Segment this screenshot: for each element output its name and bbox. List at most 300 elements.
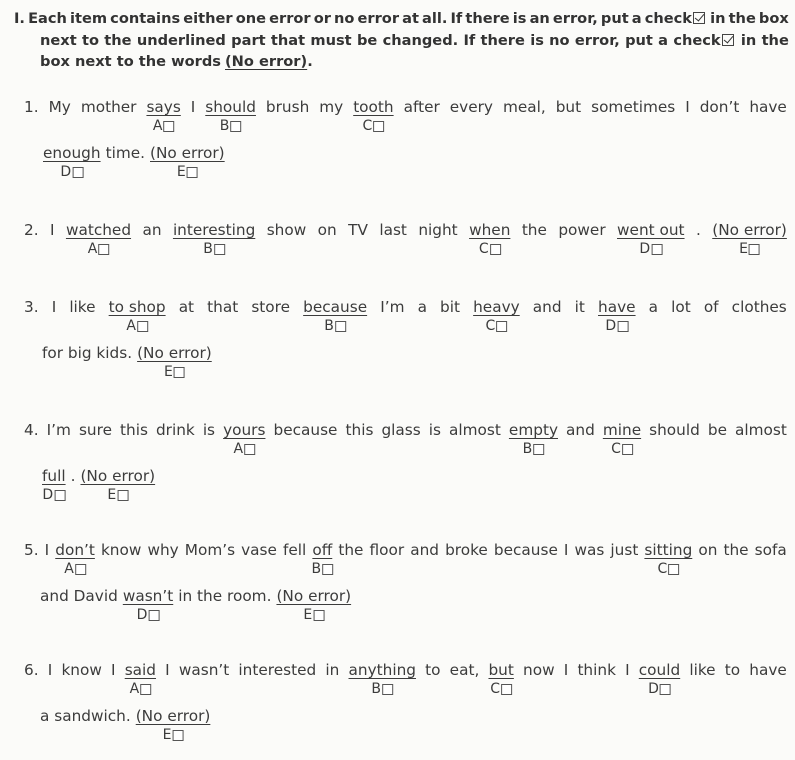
- underlined-text: empty: [508, 421, 558, 439]
- underlined-part-e: [276, 587, 352, 623]
- instruction-word: in: [740, 31, 757, 49]
- underlined-part-c: [353, 98, 394, 134]
- option-letter: D: [605, 318, 617, 334]
- underlined-part-d: [638, 661, 681, 697]
- checkbox[interactable]: [244, 444, 255, 455]
- checkbox[interactable]: [174, 367, 185, 378]
- sentence-word: was: [574, 541, 605, 559]
- option-b[interactable]: [312, 561, 334, 577]
- option-e[interactable]: [163, 727, 184, 743]
- checkbox[interactable]: [322, 564, 333, 575]
- sentence-word: My: [48, 98, 71, 116]
- underlined-text: (No error): [276, 587, 352, 605]
- sentence-word: glass: [381, 421, 421, 439]
- sentence-word: 6.: [24, 661, 39, 679]
- underlined-part-b: [172, 221, 256, 257]
- sentence-word: interested: [238, 661, 317, 679]
- sentence-word: almost: [735, 421, 787, 439]
- instruction-line-1: [14, 8, 789, 30]
- sentence-word: I: [47, 661, 53, 679]
- question-5-line-1: [24, 541, 787, 577]
- instruction-word: underlined: [136, 31, 226, 49]
- sentence-word: I: [563, 661, 569, 679]
- instruction-word: to: [81, 31, 99, 49]
- option-e[interactable]: [739, 241, 760, 257]
- option-a[interactable]: [88, 241, 110, 257]
- question-1-line-1: [24, 98, 787, 134]
- question-6-line-2: [40, 707, 211, 743]
- option-letter: A: [233, 441, 244, 457]
- underlined-text: heavy: [473, 298, 520, 316]
- underlined-part-d: [617, 221, 685, 257]
- instruction-word: If: [450, 10, 463, 27]
- option-letter: A: [64, 561, 74, 577]
- checkbox[interactable]: [651, 244, 662, 255]
- option-letter: D: [136, 607, 148, 623]
- sentence-word: should: [649, 421, 700, 439]
- option-a[interactable]: [130, 681, 152, 697]
- sentence-word: but: [555, 98, 582, 116]
- underlined-part-e: [150, 144, 225, 180]
- underlined-part-c: [469, 221, 511, 257]
- checkbox[interactable]: [98, 244, 109, 255]
- sentence-word: and: [532, 298, 562, 316]
- sentence-word: don’t: [699, 98, 740, 116]
- option-b[interactable]: [203, 241, 225, 257]
- instruction-word: be: [356, 31, 378, 49]
- no-error-label: (No error): [225, 53, 308, 70]
- underlined-part-e: [80, 467, 156, 503]
- question-3-line-2: [42, 344, 212, 380]
- checkbox[interactable]: [187, 167, 198, 178]
- checkbox[interactable]: [496, 321, 507, 332]
- question-6-line-1: [24, 661, 787, 697]
- underlined-text: said: [124, 661, 157, 679]
- underlined-part-c: [644, 541, 693, 577]
- checkmark-icon: [693, 12, 705, 24]
- checkbox[interactable]: [75, 564, 86, 575]
- question-4-line-1: [24, 421, 787, 457]
- checkbox[interactable]: [373, 121, 384, 132]
- checkbox[interactable]: [617, 321, 628, 332]
- sentence-word: it: [574, 298, 585, 316]
- sentence-word: I’m: [46, 421, 71, 439]
- instruction-word: check: [673, 31, 721, 49]
- underlined-text: yours: [223, 421, 266, 439]
- underlined-part-e: [712, 221, 787, 257]
- checkbox[interactable]: [72, 167, 83, 178]
- underlined-text: mine: [602, 421, 642, 439]
- checkbox[interactable]: [163, 121, 174, 132]
- underlined-text: (No error): [80, 467, 156, 485]
- underlined-part-e: [137, 344, 212, 380]
- underlined-text: went out: [617, 221, 685, 239]
- instruction-word: an: [529, 10, 550, 27]
- sentence-word: my: [319, 98, 344, 116]
- instruction-word: there: [480, 31, 525, 49]
- option-letter: C: [611, 441, 621, 457]
- sentence-word: the: [338, 541, 364, 559]
- checkbox[interactable]: [313, 610, 324, 621]
- underlined-part-d: [42, 467, 66, 503]
- sentence-word: a: [417, 298, 427, 316]
- underlined-text: don’t: [55, 541, 95, 559]
- sentence-word: wasn’t: [178, 661, 230, 679]
- question-3-line-1: [24, 298, 787, 334]
- instruction-word: a: [658, 31, 669, 49]
- option-b[interactable]: [324, 318, 346, 334]
- sentence-text-part: a sandwich.: [40, 707, 131, 725]
- instructions: [14, 8, 789, 73]
- instruction-word: item: [70, 10, 108, 27]
- option-letter: B: [371, 681, 382, 697]
- sentence-word: I: [190, 98, 196, 116]
- option-e[interactable]: [107, 487, 128, 503]
- sentence-word: in: [325, 661, 340, 679]
- instruction-word: is: [530, 31, 544, 49]
- sentence-word: 2.: [24, 221, 39, 239]
- underlined-part-b: [348, 661, 416, 697]
- option-letter: B: [219, 118, 230, 134]
- option-letter: B: [522, 441, 533, 457]
- sentence-word: I: [625, 661, 630, 679]
- sentence-word: I: [563, 541, 569, 559]
- checkbox[interactable]: [117, 490, 128, 501]
- underlined-part-a: [65, 221, 132, 257]
- underlined-text: because: [303, 298, 368, 316]
- sentence-text-part: in the room.: [178, 587, 272, 605]
- sentence-text-part: .: [70, 467, 76, 485]
- instruction-text: box next to the words: [40, 53, 221, 70]
- sentence-word: almost: [449, 421, 501, 439]
- instruction-word: or: [313, 10, 331, 27]
- option-letter: C: [362, 118, 373, 134]
- option-b[interactable]: [371, 681, 393, 697]
- sentence-text-part: for big kids.: [42, 344, 133, 362]
- sentence-word: the: [521, 221, 547, 239]
- sentence-word: is: [202, 421, 216, 439]
- underlined-text: wasn’t: [122, 587, 174, 605]
- sentence-word: an: [142, 221, 162, 239]
- underlined-text: says: [146, 98, 181, 116]
- checkbox[interactable]: [335, 321, 346, 332]
- option-a[interactable]: [64, 561, 86, 577]
- sentence-word: 4.: [24, 421, 39, 439]
- sentence-word: be: [707, 421, 727, 439]
- underlined-part-b: [205, 98, 256, 134]
- underlined-part-a: [124, 661, 157, 697]
- sentence-word: because: [493, 541, 558, 559]
- sentence-word: have: [749, 661, 787, 679]
- option-letter: E: [303, 607, 313, 623]
- checkbox[interactable]: [622, 444, 633, 455]
- underlined-part-c: [602, 421, 642, 457]
- sentence-word: the: [723, 541, 749, 559]
- instruction-word: all.: [422, 10, 448, 27]
- sentence-word: Mom’s: [184, 541, 236, 559]
- instruction-word: the: [761, 31, 789, 49]
- option-letter: E: [176, 164, 186, 180]
- underlined-part-a: [223, 421, 266, 457]
- sentence-word: have: [749, 98, 787, 116]
- instruction-word: one: [235, 10, 267, 27]
- underlined-part-b: [303, 298, 368, 334]
- checkbox[interactable]: [660, 684, 671, 695]
- sentence-word: just: [610, 541, 639, 559]
- sentence-word: I’m: [380, 298, 405, 316]
- instruction-word: If: [463, 31, 476, 49]
- sentence-word: vase: [241, 541, 277, 559]
- option-d[interactable]: [648, 681, 671, 697]
- sentence-word: broke: [445, 541, 488, 559]
- option-letter: A: [87, 241, 98, 257]
- instruction-word: box: [758, 10, 789, 27]
- sentence-word: floor: [369, 541, 405, 559]
- option-a[interactable]: [126, 318, 148, 334]
- sentence-word: brush: [265, 98, 310, 116]
- sentence-word: power: [558, 221, 606, 239]
- option-letter: E: [107, 487, 117, 503]
- option-c[interactable]: [611, 441, 633, 457]
- instruction-word-group: [645, 8, 707, 30]
- option-letter: E: [739, 241, 748, 257]
- underlined-text: sitting: [644, 541, 693, 559]
- underlined-part-a: [108, 298, 166, 334]
- option-letter: B: [311, 561, 322, 577]
- option-a[interactable]: [233, 441, 255, 457]
- option-b[interactable]: [523, 441, 545, 457]
- sentence-word: at: [178, 298, 195, 316]
- sentence-word: of: [703, 298, 719, 316]
- option-letter: C: [485, 318, 496, 334]
- checkbox[interactable]: [148, 610, 159, 621]
- underlined-part-d: [122, 587, 174, 623]
- sentence-word: and: [566, 421, 595, 439]
- option-letter: C: [490, 681, 501, 697]
- sentence-word: to: [425, 661, 441, 679]
- underlined-part-c: [473, 298, 520, 334]
- option-d[interactable]: [137, 607, 160, 623]
- instruction-word: changed.: [382, 31, 459, 49]
- checkbox[interactable]: [140, 684, 151, 695]
- underlined-text: but: [488, 661, 514, 679]
- instruction-word: error: [357, 10, 400, 27]
- sentence-word: meal,: [502, 98, 546, 116]
- instruction-period: .: [307, 53, 313, 70]
- underlined-text: interesting: [172, 221, 256, 239]
- sentence-word: night: [418, 221, 458, 239]
- option-letter: E: [162, 727, 172, 743]
- sentence-word: fell: [283, 541, 307, 559]
- sentence-word: sofa: [754, 541, 787, 559]
- sentence-word: I: [165, 661, 170, 679]
- instruction-line-3: [14, 51, 789, 73]
- underlined-part-c: [488, 661, 514, 697]
- sentence-word: bit: [440, 298, 461, 316]
- checkbox[interactable]: [54, 490, 65, 501]
- option-letter: D: [42, 487, 54, 503]
- underlined-text: when: [469, 221, 511, 239]
- checkbox[interactable]: [490, 244, 501, 255]
- question-5-line-2: [40, 587, 352, 623]
- sentence-word: I: [44, 541, 50, 559]
- option-letter: A: [126, 318, 136, 334]
- option-letter: C: [478, 241, 489, 257]
- sentence-word: lot: [671, 298, 691, 316]
- sentence-word: 5.: [24, 541, 39, 559]
- underlined-part-d: [43, 144, 101, 180]
- instruction-word: error,: [552, 10, 598, 27]
- underlined-text: tooth: [353, 98, 394, 116]
- underlined-part-d: [598, 298, 636, 334]
- instruction-word: next: [40, 31, 77, 49]
- sentence-word: on: [317, 221, 337, 239]
- sentence-word: think: [577, 661, 616, 679]
- option-c[interactable]: [657, 561, 679, 577]
- sentence-word: mother: [80, 98, 137, 116]
- sentence-word: eat,: [449, 661, 480, 679]
- instruction-word: at: [402, 10, 419, 27]
- instruction-word: the: [104, 31, 132, 49]
- instruction-word: must: [310, 31, 352, 49]
- option-letter: E: [163, 364, 173, 380]
- instruction-word-group: [673, 30, 735, 52]
- instruction-word: error,: [574, 31, 620, 49]
- checkbox[interactable]: [501, 684, 512, 695]
- instruction-word: either: [183, 10, 233, 27]
- instruction-word: a: [631, 10, 642, 27]
- sentence-word: is: [428, 421, 441, 439]
- checkbox[interactable]: [382, 684, 393, 695]
- option-letter: C: [657, 561, 668, 577]
- instruction-word: put: [600, 10, 629, 27]
- sentence-word: I: [51, 298, 57, 316]
- underlined-part-b: [311, 541, 333, 577]
- checkbox[interactable]: [214, 244, 225, 255]
- question-4-line-2: [42, 467, 156, 503]
- sentence-word: 3.: [24, 298, 39, 316]
- underlined-text: full: [42, 467, 66, 485]
- underlined-text: (No error): [137, 344, 212, 362]
- instruction-word: is: [512, 10, 527, 27]
- underlined-text: (No error): [150, 144, 225, 162]
- option-letter: D: [648, 681, 659, 697]
- underlined-text: (No error): [135, 707, 211, 725]
- underlined-text: to shop: [108, 298, 166, 316]
- sentence-word: last: [379, 221, 407, 239]
- underlined-part-b: [508, 421, 558, 457]
- question-1-line-2: [43, 144, 225, 180]
- sentence-word: sometimes: [591, 98, 676, 116]
- option-d[interactable]: [605, 318, 628, 334]
- sentence-word: because: [273, 421, 338, 439]
- sentence-word: every: [449, 98, 493, 116]
- underlined-text: have: [598, 298, 636, 316]
- option-letter: D: [639, 241, 651, 257]
- instruction-word: I.: [14, 10, 25, 27]
- option-d[interactable]: [42, 487, 65, 503]
- instruction-word: no: [549, 31, 570, 49]
- instruction-word: contains: [110, 10, 181, 27]
- underlined-part-e: [135, 707, 211, 743]
- checkbox[interactable]: [172, 730, 183, 741]
- sentence-word: I: [50, 221, 55, 239]
- sentence-word: like: [689, 661, 716, 679]
- instruction-word: the: [728, 10, 756, 27]
- sentence-word: .: [695, 221, 701, 239]
- option-d[interactable]: [639, 241, 662, 257]
- checkbox[interactable]: [230, 121, 241, 132]
- underlined-text: enough: [43, 144, 101, 162]
- underlined-text: could: [638, 661, 681, 679]
- sentence-word: TV: [348, 221, 368, 239]
- instruction-word: no: [334, 10, 355, 27]
- sentence-word: that: [207, 298, 239, 316]
- sentence-text-part: and David: [40, 587, 118, 605]
- option-e[interactable]: [177, 164, 198, 180]
- instruction-word: check: [644, 10, 693, 27]
- sentence-word: after: [403, 98, 440, 116]
- sentence-word: I: [111, 661, 116, 679]
- sentence-word: clothes: [731, 298, 787, 316]
- sentence-word: now: [523, 661, 555, 679]
- option-a[interactable]: [153, 118, 175, 134]
- sentence-text-part: time.: [105, 144, 146, 162]
- sentence-word: this: [120, 421, 148, 439]
- checkbox[interactable]: [668, 564, 679, 575]
- option-letter: A: [152, 118, 163, 134]
- option-c[interactable]: [363, 118, 385, 134]
- option-letter: A: [129, 681, 140, 697]
- instruction-word: part: [231, 31, 266, 49]
- sentence-word: know: [61, 661, 102, 679]
- checkmark-icon: [722, 34, 734, 46]
- instruction-word: put: [625, 31, 653, 49]
- sentence-word: why: [147, 541, 179, 559]
- checkbox[interactable]: [137, 321, 148, 332]
- option-c[interactable]: [479, 241, 501, 257]
- option-d[interactable]: [60, 164, 83, 180]
- option-c[interactable]: [490, 681, 512, 697]
- underlined-text: (No error): [712, 221, 787, 239]
- sentence-word: on: [698, 541, 718, 559]
- instruction-word: in: [710, 10, 726, 27]
- option-e[interactable]: [164, 364, 185, 380]
- underlined-text: should: [205, 98, 256, 116]
- sentence-word: know: [100, 541, 142, 559]
- sentence-word: drink: [155, 421, 195, 439]
- question-2-line-1: [24, 221, 787, 257]
- instruction-word: there: [465, 10, 510, 27]
- underlined-text: off: [312, 541, 333, 559]
- sentence-word: to: [724, 661, 741, 679]
- sentence-word: show: [266, 221, 307, 239]
- checkbox[interactable]: [533, 444, 544, 455]
- option-b[interactable]: [220, 118, 242, 134]
- option-letter: D: [60, 164, 72, 180]
- sentence-word: sure: [78, 421, 112, 439]
- sentence-word: I: [685, 98, 690, 116]
- checkbox[interactable]: [749, 244, 760, 255]
- option-c[interactable]: [486, 318, 508, 334]
- instruction-word: that: [270, 31, 306, 49]
- underlined-text: anything: [348, 661, 416, 679]
- sentence-word: like: [69, 298, 96, 316]
- option-letter: B: [324, 318, 334, 334]
- instruction-word: Each: [28, 10, 67, 27]
- sentence-word: store: [251, 298, 291, 316]
- option-e[interactable]: [303, 607, 324, 623]
